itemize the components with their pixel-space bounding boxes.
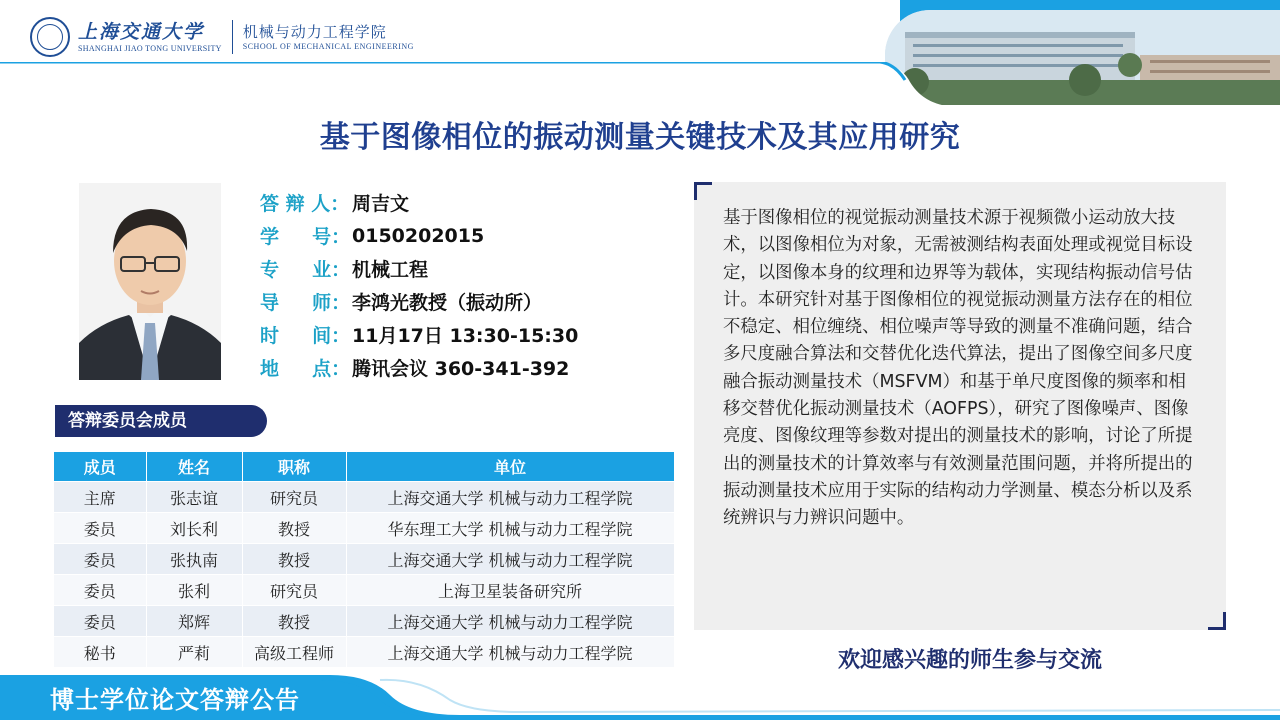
table-cell: 张志谊 — [146, 482, 242, 513]
table-cell: 张执南 — [146, 544, 242, 575]
info-label: 专 业： — [260, 259, 351, 281]
column-header: 成员 — [54, 452, 146, 482]
table-cell: 上海交通大学 机械与动力工程学院 — [346, 637, 674, 668]
column-header: 单位 — [346, 452, 674, 482]
corner-bracket-bottom-right — [1208, 612, 1226, 630]
info-row-student-id — [260, 219, 578, 252]
info-row-major — [260, 252, 578, 285]
column-header: 姓名 — [146, 452, 242, 482]
info-row-advisor — [260, 285, 578, 318]
info-label: 答 辩 人： — [260, 193, 350, 215]
table-cell: 郑辉 — [146, 606, 242, 637]
page-title: 基于图像相位的振动测量关键技术及其应用研究 — [319, 120, 961, 155]
abstract-text: 基于图像相位的视觉振动测量技术源于视频微小运动放大技术，以图像相位为对象，无需被测结构表面处理或视觉目标设定，以图像本身的纹理和边界等为载体，实现结构振动信号估计。本研究针对基于图像相位的视觉振动测量方法存在的相位不稳定、相位缠绕、相位噪声等导致的测量不准确问题，结合多尺度融合算法和交替优化迭代算法，提出了图像空间多尺度融合振动测量技术（MSFVM）和基于单尺度图像的频率和相移交替优化振动测量技术（AOFPS），研究了图像噪声、图像亮度、图像纹理等参数对提出的测量技术的影响，讨论了所提出的测量技术的计算效率与有效测量范围问题，并将所提出的振动测量技术应用于实际的结构动力学测量、模态分析以及系统辨识与力辨识问题中。 — [723, 208, 1193, 529]
table-row — [54, 606, 674, 637]
table-row — [54, 575, 674, 606]
table-cell: 教授 — [242, 606, 346, 637]
table-cell: 华东理工大学 机械与动力工程学院 — [346, 513, 674, 544]
table-row — [54, 482, 674, 513]
university-name-en: SHANGHAI JIAO TONG UNIVERSITY — [78, 44, 222, 53]
info-label: 导 师： — [260, 292, 351, 314]
info-value: 0150202015 — [352, 224, 485, 247]
info-value: 腾讯会议 360-341-392 — [352, 358, 570, 380]
university-logo — [30, 14, 414, 60]
table-cell: 上海交通大学 机械与动力工程学院 — [346, 606, 674, 637]
info-row-time — [260, 318, 578, 351]
table-cell: 刘长利 — [146, 513, 242, 544]
table-cell: 上海卫星装备研究所 — [346, 575, 674, 606]
table-header-row — [54, 452, 674, 482]
info-value: 李鸿光教授（振动所） — [352, 292, 543, 314]
candidate-info — [260, 186, 578, 384]
table-cell: 张利 — [146, 575, 242, 606]
welcome-message: 欢迎感兴趣的师生参与交流 — [837, 648, 1102, 673]
table-cell: 委员 — [54, 575, 146, 606]
school-name-en: SCHOOL OF MECHANICAL ENGINEERING — [242, 42, 414, 51]
table-cell: 委员 — [54, 513, 146, 544]
table-cell: 委员 — [54, 606, 146, 637]
info-row-candidate — [260, 186, 578, 219]
table-cell: 研究员 — [242, 482, 346, 513]
info-row-location — [260, 351, 578, 384]
table-cell: 教授 — [242, 544, 346, 575]
column-header: 职称 — [242, 452, 346, 482]
table-cell: 上海交通大学 机械与动力工程学院 — [346, 482, 674, 513]
table-cell: 严莉 — [146, 637, 242, 668]
committee-table — [54, 452, 675, 667]
corner-bracket-top-left — [694, 182, 712, 200]
school-name-cn: 机械与动力工程学院 — [242, 23, 387, 41]
table-cell: 教授 — [242, 513, 346, 544]
committee-heading — [55, 405, 267, 437]
university-name-cn: 上海交通大学 — [78, 21, 205, 43]
info-label: 地 点： — [260, 358, 351, 380]
portrait-photo — [79, 183, 221, 380]
table-cell: 委员 — [54, 544, 146, 575]
table-cell: 主席 — [54, 482, 146, 513]
footer-title: 博士学位论文答辩公告 — [50, 685, 300, 714]
divider — [232, 20, 233, 54]
info-value: 机械工程 — [352, 259, 429, 281]
info-label: 学 号： — [260, 226, 351, 248]
info-label: 时 间： — [260, 325, 351, 347]
table-cell: 上海交通大学 机械与动力工程学院 — [346, 544, 674, 575]
table-cell: 研究员 — [242, 575, 346, 606]
table-row — [54, 513, 674, 544]
committee-heading-text: 答辩委员会成员 — [68, 411, 187, 431]
info-value: 周吉文 — [352, 193, 410, 215]
info-value: 11月17日 13:30-15:30 — [352, 325, 579, 347]
table-cell: 秘书 — [54, 637, 146, 668]
seal-icon — [30, 17, 70, 57]
table-row — [54, 544, 674, 575]
table-cell: 高级工程师 — [242, 637, 346, 668]
